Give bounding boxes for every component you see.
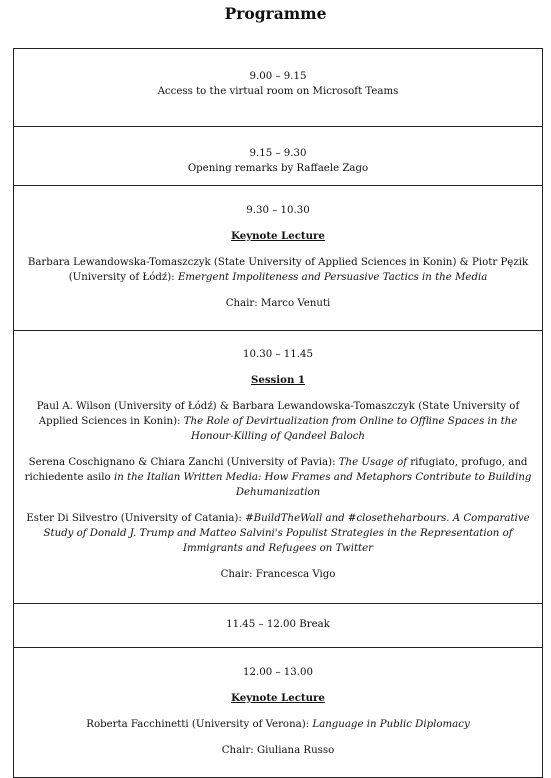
programme-cell [14,127,543,186]
programme-row [14,648,543,778]
programme-row [14,127,543,186]
break-slot: 11.45 – 12.00 Break [226,619,330,630]
time-slot: 12.00 – 13.00 [243,667,313,678]
programme-row [14,331,543,604]
session-heading: Keynote Lecture [231,230,325,242]
talk-authors: Barbara Lewandowska-Tomaszczyk (State University of Applied Sciences in Konin) & Piotr Pęzik (University of Łódź): [27,257,529,283]
time-slot: 9.30 – 10.30 [246,205,310,216]
programme-row [14,186,543,331]
programme-row [14,604,543,648]
talk-title: The Usage of [338,457,407,468]
time-slot: 10.30 – 11.45 [243,349,313,360]
chair-line: Chair: Marco Venuti [225,298,331,309]
talk-authors: Ester Di Silvestro (University of Catania): [26,513,242,524]
page-title: Programme [224,4,327,23]
talk-entry [22,511,534,556]
programme-cell [14,331,543,604]
programme-table [13,48,543,778]
talk-title: #BuildTheWall and #closetheharbours. A Comparative Study of Donald J. Trump and Matteo Salvini's Populist Strategies in the Representation of Immigrants and Refugees on Twitter [43,513,530,554]
programme-cell [14,186,543,331]
session-heading: Keynote Lecture [231,692,325,704]
chair-line: Chair: Giuliana Russo [221,745,335,756]
talk-entry [22,255,534,285]
session-description: Opening remarks by Raffaele Zago [187,163,369,174]
programme-cell [14,49,543,127]
talk-entry [22,455,534,500]
session-heading: Session 1 [250,374,306,386]
talk-authors: Roberta Facchinetti (University of Verona): [86,719,310,730]
chair-line: Chair: Francesca Vigo [220,569,336,580]
programme-cell [14,604,543,648]
talk-authors: Paul A. Wilson (University of Łódź) & Barbara Lewandowska-Tomaszczyk (State University of Applied Sciences in Konin): [36,401,520,427]
time-slot: 9.15 – 9.30 [249,148,307,159]
talk-authors: Serena Coschignano & Chiara Zanchi (University of Pavia): [28,457,336,468]
talk-title: Emergent Impoliteness and Persuasive Tactics in the Media [177,272,488,283]
talk-title-plain: rifugiato, profugo, and richiedente asilo [24,457,528,483]
programme-cell [14,648,543,778]
time-slot: 9.00 – 9.15 [249,71,307,82]
session-description: Access to the virtual room on Microsoft Teams [157,86,399,97]
talk-title: The Role of Devirtualization from Online to Offline Spaces in the Honour-Killing of Qandeel Baloch [183,416,518,442]
talk-title: Language in Public Diplomacy [312,719,470,730]
programme-row [14,49,543,127]
talk-entry [22,717,534,732]
talk-entry [22,399,534,444]
talk-title: in the Italian Written Media: How Frames and Metaphors Contribute to Building Dehumanization [113,472,532,498]
